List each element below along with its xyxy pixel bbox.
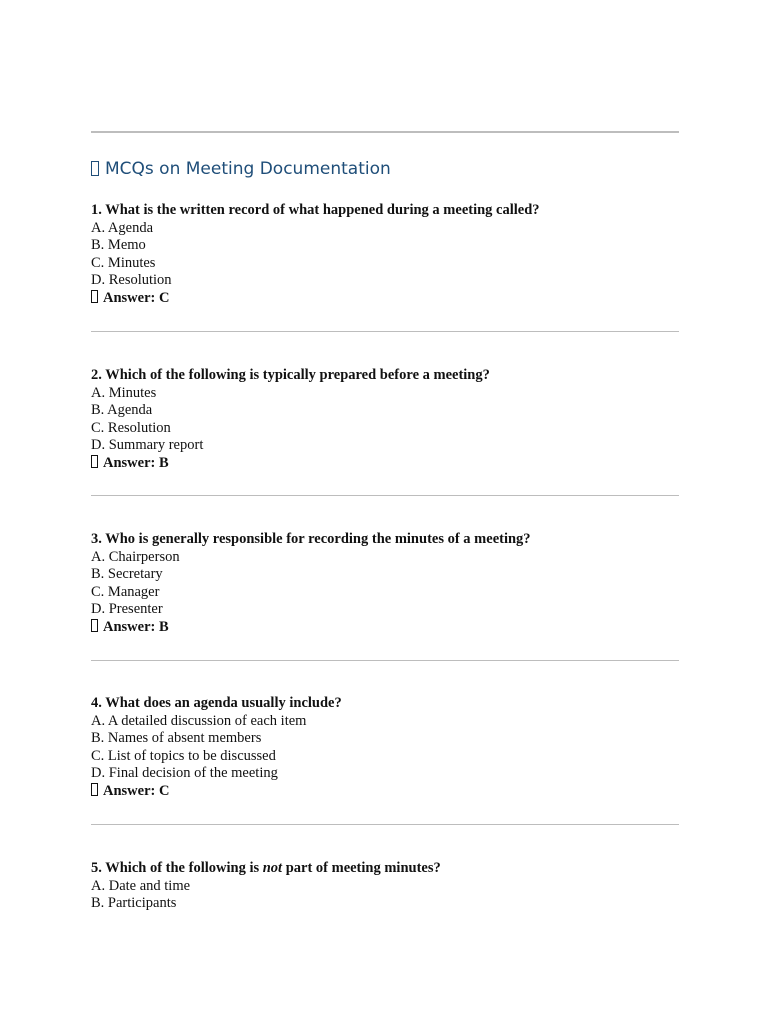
option-a: A. Minutes [91,384,157,401]
option-d: D. Final decision of the meeting [91,765,278,782]
option-b: B. Participants [91,895,177,912]
question-text-end: part of meeting minutes? [282,860,441,876]
question-text [91,860,679,878]
option-c: C. Minutes [91,254,156,271]
question-text-emphasis: not [262,860,283,876]
option-d: D. Presenter [91,601,163,618]
question-text: 4. What does an agenda usually include? [91,695,342,711]
missing-glyph-icon [91,783,98,796]
option-a: A. Chairperson [91,548,180,565]
missing-glyph-icon [91,290,98,303]
question-text: 2. Which of the following is typically prepared before a meeting? [91,367,490,383]
question-block-4 [91,695,679,801]
option-a: A. Agenda [91,219,154,236]
missing-glyph-icon [91,455,98,468]
missing-glyph-icon [91,161,99,176]
question-block-1 [91,202,679,308]
question-divider [91,495,679,496]
question-divider [91,824,679,825]
option-c: C. List of topics to be discussed [91,747,276,764]
question-block-3 [91,531,679,637]
option-c: C. Resolution [91,419,171,436]
answer-text: Answer: C [103,782,170,799]
question-text: 1. What is the written record of what happened during a meeting called? [91,202,540,218]
option-b: B. Memo [91,237,146,254]
answer-text: Answer: B [103,618,169,635]
option-a: A. Date and time [91,877,191,894]
option-a: A. A detailed discussion of each item [91,712,307,729]
question-text: 3. Who is generally responsible for recording the minutes of a meeting? [91,531,531,547]
option-d: D. Summary report [91,437,204,454]
option-d: D. Resolution [91,272,172,289]
option-c: C. Manager [91,583,160,600]
section-heading-text: MCQs on Meeting Documentation [105,159,391,179]
top-divider [91,131,679,133]
missing-glyph-icon [91,619,98,632]
question-block-5 [91,860,679,913]
answer-text: Answer: C [103,289,170,306]
answer-line [91,619,679,637]
question-block-2 [91,367,679,473]
question-divider [91,660,679,661]
question-text-start: 5. Which of the following is [91,860,263,876]
option-b: B. Agenda [91,402,153,419]
answer-line [91,290,679,308]
option-b: B. Names of absent members [91,730,262,747]
answer-line [91,455,679,473]
answer-line [91,783,679,801]
question-divider [91,331,679,332]
answer-text: Answer: B [103,454,169,471]
option-b: B. Secretary [91,566,163,583]
section-heading [91,159,391,179]
